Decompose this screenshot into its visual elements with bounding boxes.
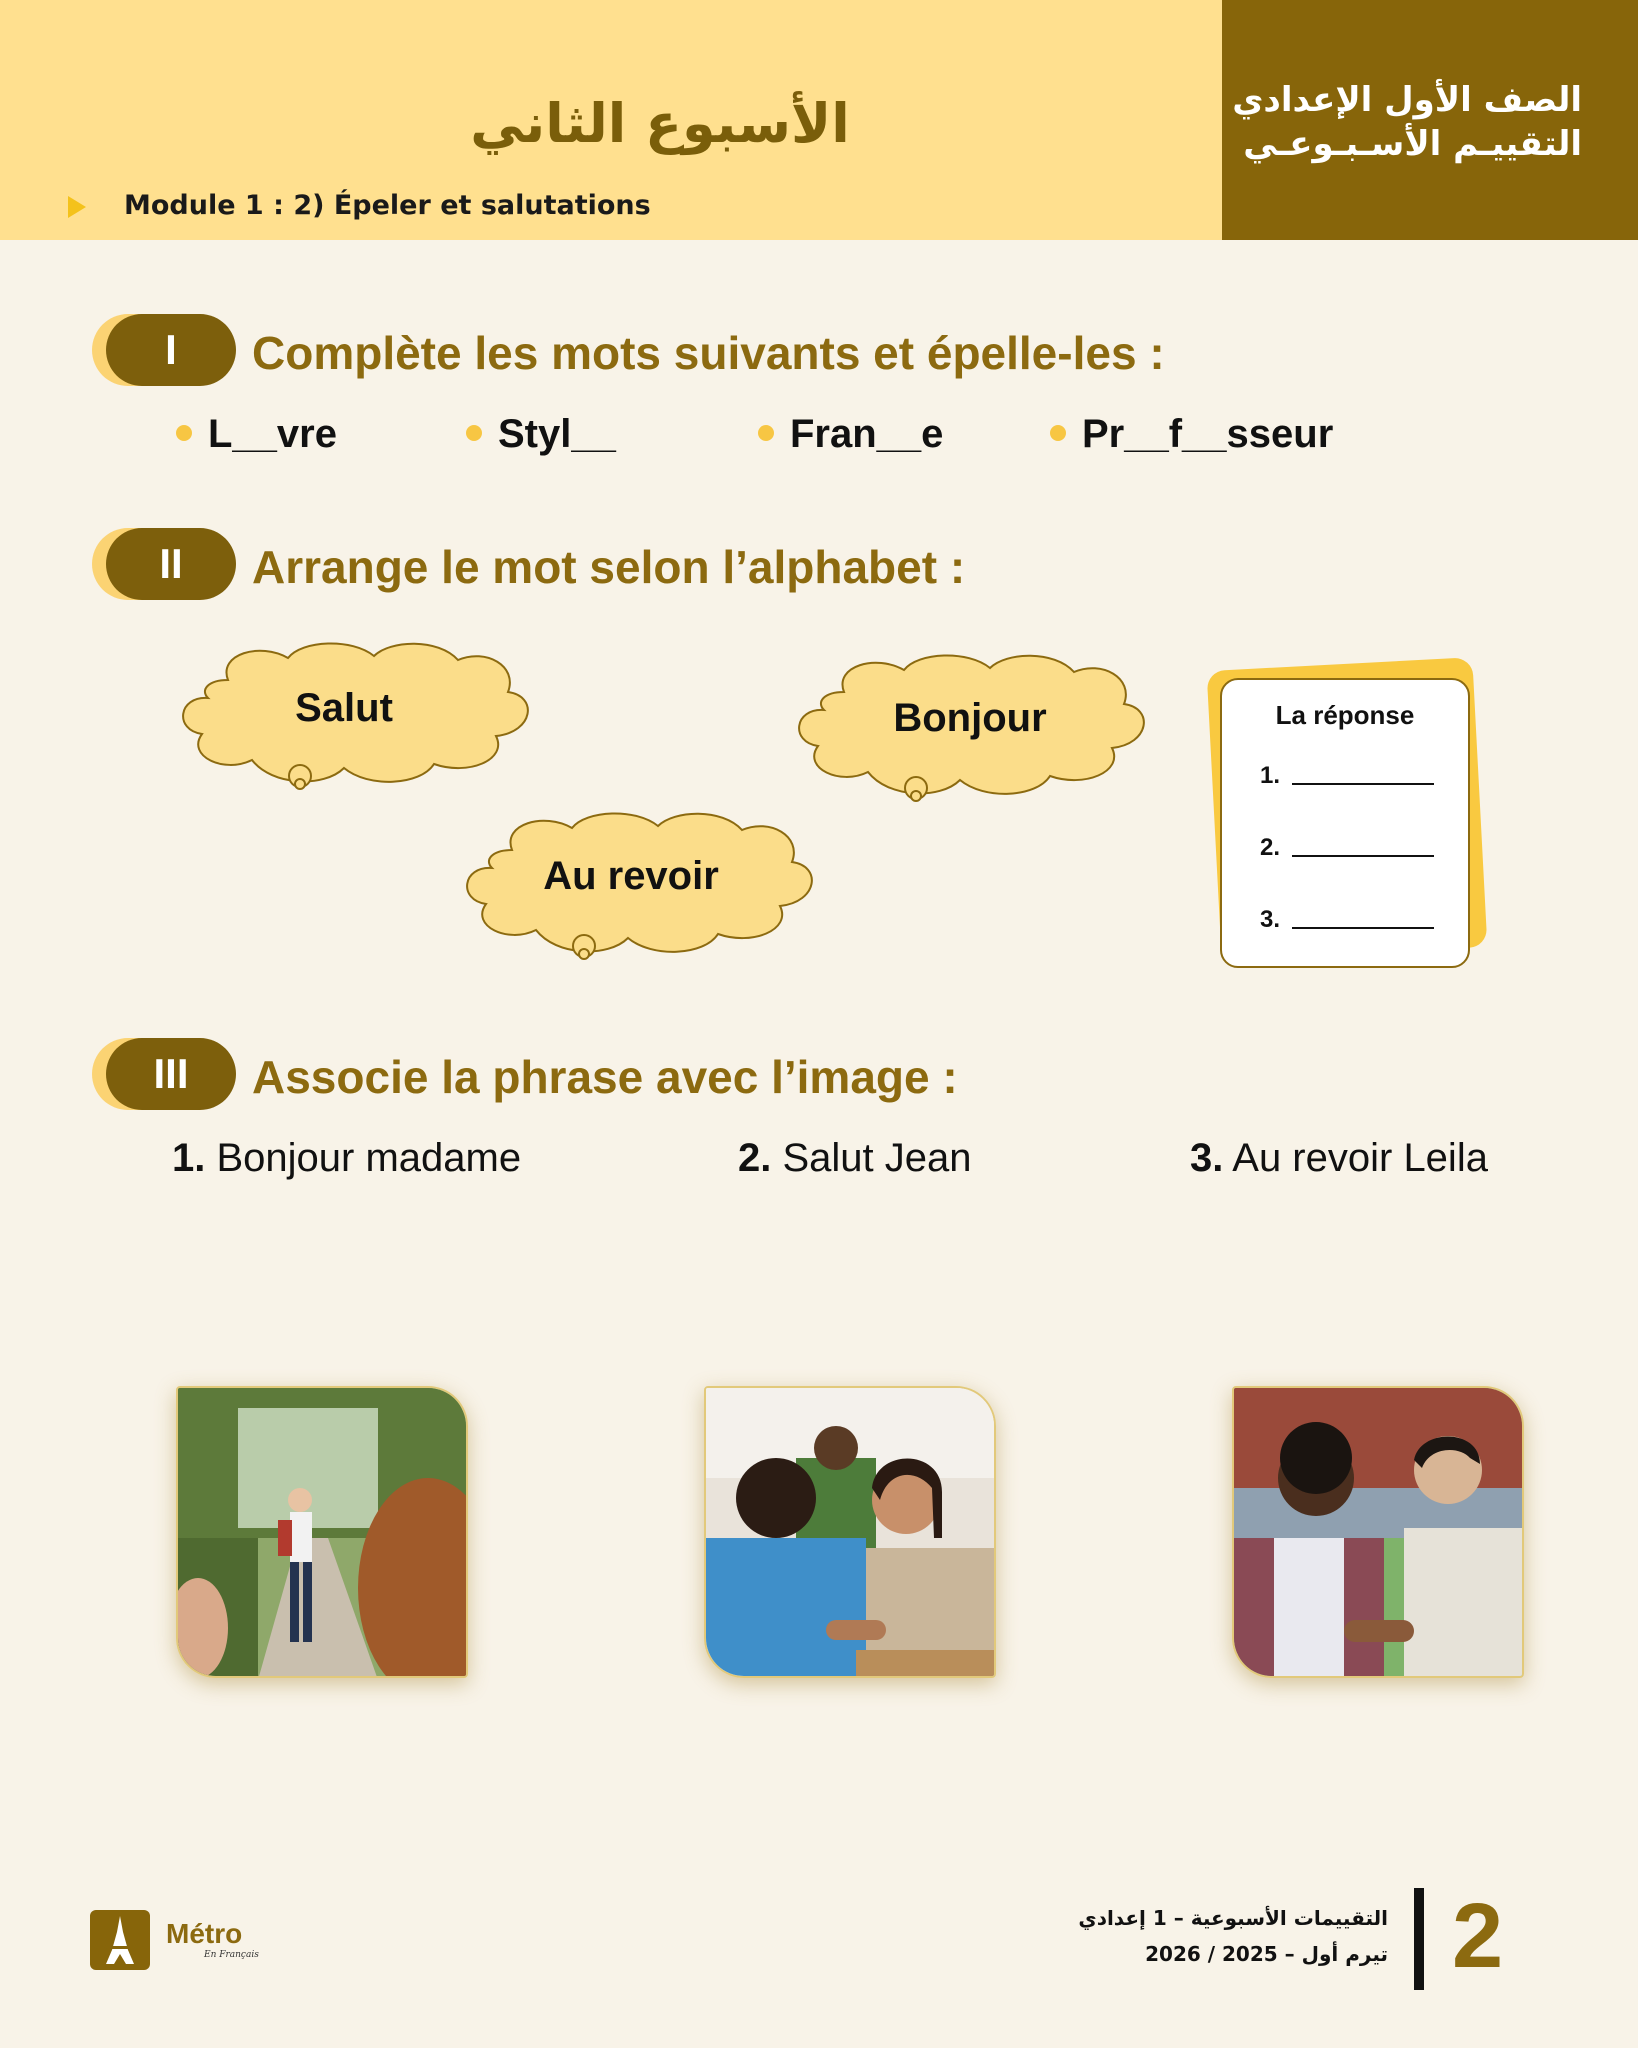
word-item: L__vre — [176, 412, 337, 457]
word-cloud — [168, 636, 540, 798]
word-cloud — [784, 648, 1156, 810]
waving-girl-image — [178, 1388, 468, 1678]
section-title: Associe la phrase avec l’image : — [252, 1051, 958, 1103]
section-number: II — [106, 528, 236, 600]
footer-divider — [1414, 1888, 1424, 1990]
footer-term: تيرم أول – 2025 / 2026 — [1145, 1942, 1388, 1966]
answer-line[interactable]: 2. — [1260, 834, 1434, 862]
assessment-label: التقييـم الأسـبـوعـي — [1243, 124, 1582, 164]
cloud-word: Au revoir — [543, 854, 719, 898]
section-number: I — [106, 314, 236, 386]
module-label: Module 1 : 2) Épeler et salutations — [92, 190, 651, 221]
word-cloud — [452, 806, 824, 968]
page-header — [0, 0, 1638, 240]
photo-boys-handshake[interactable] — [1232, 1386, 1524, 1678]
footer-title: التقييمات الأسبوعية – 1 إعدادي — [1078, 1906, 1388, 1930]
answer-card — [1220, 678, 1470, 968]
bullet-icon — [466, 425, 482, 441]
page-number: 2 — [1452, 1885, 1504, 1987]
answer-line[interactable]: 1. — [1260, 762, 1434, 790]
boys-handshake-image — [1234, 1388, 1524, 1678]
eiffel-logo-icon — [90, 1910, 150, 1970]
cloud-word: Salut — [295, 686, 393, 730]
grade-label: الصف الأول الإعدادي — [1232, 80, 1582, 120]
triangle-bullet-icon — [68, 196, 118, 218]
word-item: Styl__ — [466, 412, 616, 457]
photo-handshake-woman[interactable] — [704, 1386, 996, 1678]
phrase-item: 1. Bonjour madame — [172, 1136, 522, 1180]
cloud-word: Bonjour — [893, 696, 1047, 740]
word-item: Pr__f__sseur — [1050, 412, 1333, 457]
bullet-icon — [758, 425, 774, 441]
bullet-icon — [1050, 425, 1066, 441]
section-title: Complète les mots suivants et épelle-les : — [252, 327, 1165, 379]
brand-logo: Métro — [166, 1918, 243, 1949]
section-number: III — [106, 1038, 236, 1110]
photo-girl-waving[interactable] — [176, 1386, 468, 1678]
phrase-item: 2. Salut Jean — [738, 1136, 972, 1180]
answer-card-title: La réponse — [1275, 700, 1415, 730]
phrase-item: 3. Au revoir Leila — [1190, 1136, 1488, 1180]
grade-panel — [1222, 0, 1638, 240]
handshake-woman-image — [706, 1388, 996, 1678]
section-title: Arrange le mot selon l’alphabet : — [252, 541, 966, 593]
answer-line[interactable]: 3. — [1260, 906, 1434, 934]
week-title: الأسبوع الثاني — [470, 92, 850, 155]
word-item: Fran__e — [758, 412, 943, 457]
brand-tagline: En Français — [204, 1950, 259, 1960]
bullet-icon — [176, 425, 192, 441]
